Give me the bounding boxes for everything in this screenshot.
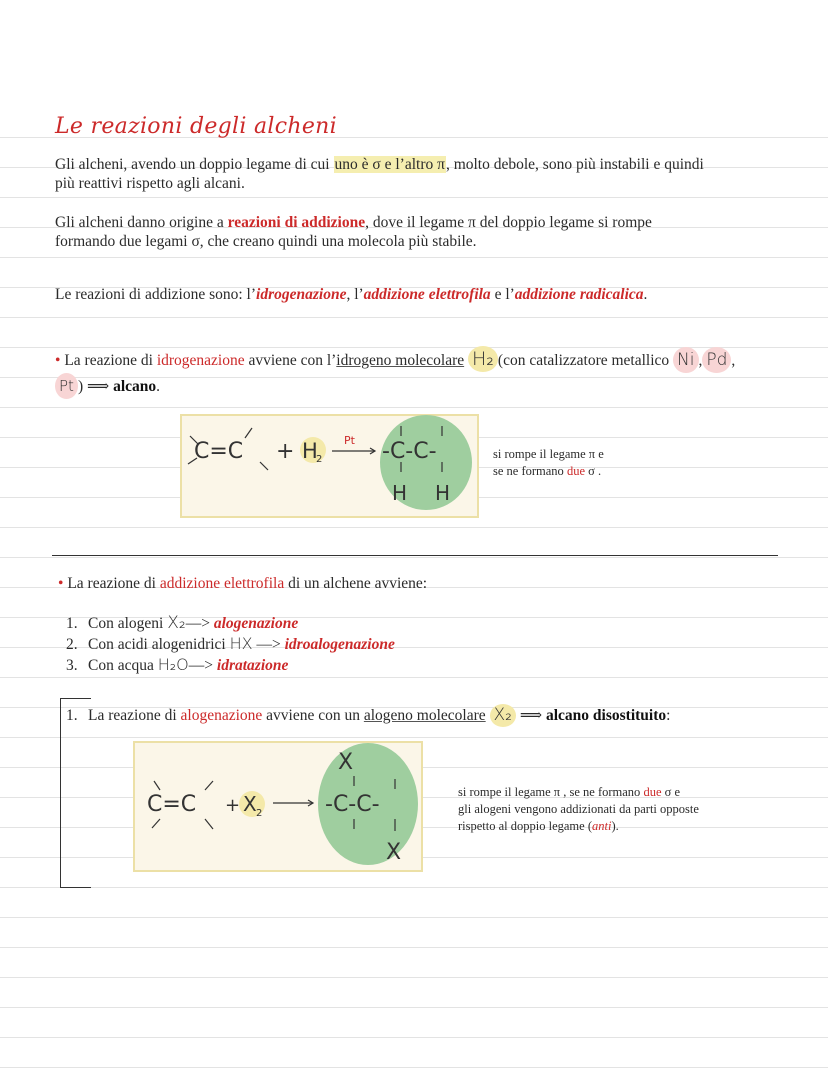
svg-text:-C-C-: -C-C- <box>382 439 437 464</box>
halogenation-paragraph <box>66 704 786 727</box>
text: . <box>643 286 648 303</box>
text: , molto debole, sono più instabili e quindi <box>445 156 704 173</box>
text: Gli alcheni danno origine a <box>55 214 228 231</box>
platinum-catalyst: Pt <box>55 373 78 399</box>
svg-text:2: 2 <box>256 808 263 819</box>
text: La reazione di <box>88 707 181 724</box>
text: e l’ <box>490 286 515 303</box>
svg-text:+: + <box>225 795 241 816</box>
text: La reazione di <box>64 352 157 369</box>
text: di un alchene avviene: <box>284 575 428 592</box>
text: Con acidi alogenidrici <box>88 636 230 653</box>
halogen-formula: X₂ <box>167 613 186 633</box>
x2-formula: X₂ <box>490 704 516 727</box>
text: avviene con l’ <box>244 352 337 369</box>
svg-text:H: H <box>302 439 318 463</box>
list-number: 1. <box>66 615 78 632</box>
product-alkane: alcano <box>113 378 157 395</box>
svg-text:H: H <box>392 481 408 505</box>
section-divider <box>52 555 778 556</box>
hydrogenation-paragraph <box>55 346 795 399</box>
intro-paragraph-1 <box>55 155 785 193</box>
hydrogenation-reaction-diagram <box>180 414 480 516</box>
text: rispetto al doppio legame ( <box>458 819 592 833</box>
term-radical-addition: addizione radicalica <box>514 286 644 303</box>
text: (con catalizzatore metallico <box>497 352 674 369</box>
list-item <box>66 634 666 655</box>
list-item <box>66 613 666 634</box>
text: si rompe il legame π , se ne formano <box>458 785 644 799</box>
text: . <box>156 378 161 395</box>
arrow-icon: —> <box>188 657 214 674</box>
text: Gli alcheni, avendo un doppio legame di cui <box>55 156 334 173</box>
halogenation-reaction-diagram <box>133 741 423 871</box>
text: due <box>566 464 585 478</box>
text: ) <box>77 378 84 395</box>
list-number: 3. <box>66 657 78 674</box>
svg-text:X: X <box>386 840 402 865</box>
term-electrophilic-addition: addizione elettrofila <box>159 575 285 592</box>
svg-text:2: 2 <box>316 454 323 465</box>
svg-text:X: X <box>243 792 257 816</box>
highlight-sigma-pi: uno è σ e l’altro π <box>334 156 445 173</box>
term-hydration: idratazione <box>216 657 289 674</box>
term-anti: anti <box>592 819 612 833</box>
svg-text:H: H <box>435 481 451 505</box>
text: due <box>643 785 662 799</box>
arrow-icon: —> <box>256 636 281 653</box>
text: più reattivi rispetto agli alcani. <box>55 175 245 192</box>
term-hydrogenation: idrogenazione <box>256 286 347 303</box>
text: , <box>731 352 736 369</box>
note-line: gli alogeni vengono addizionati da parti opposte <box>458 802 699 816</box>
text: ). <box>611 819 619 833</box>
nickel-catalyst: Ni <box>673 347 698 373</box>
text: Le reazioni di addizione sono: l’ <box>55 286 257 303</box>
list-number: 2. <box>66 636 78 653</box>
implies-arrow-icon: ⟹ <box>519 707 543 724</box>
text: La reazione di <box>67 575 160 592</box>
text: , <box>698 352 703 369</box>
text: Con acqua <box>88 657 158 674</box>
term-electrophilic-addition: addizione elettrofila <box>363 286 491 303</box>
platinum-catalyst-label: Pt <box>344 434 355 447</box>
text: , dove il legame π del doppio legame si rompe <box>365 214 652 231</box>
text: Con alogeni <box>88 615 168 632</box>
list-item <box>66 655 666 676</box>
term-halogenation: alogenazione <box>180 707 263 724</box>
electrophilic-addition-intro <box>58 574 758 593</box>
intro-paragraph-3 <box>55 285 795 304</box>
h2-formula: H₂ <box>468 346 498 372</box>
hydrohalic-acid-formula: HX <box>229 634 253 653</box>
water-formula: H₂O <box>157 655 189 674</box>
arrow-icon: —> <box>185 615 210 632</box>
palladium-catalyst: Pd <box>702 347 731 373</box>
hydrogenation-note <box>493 446 693 480</box>
svg-text:+: + <box>276 439 295 464</box>
term-halogenation: alogenazione <box>213 615 299 632</box>
svg-text:-C-C-: -C-C- <box>325 792 380 817</box>
term-hydrohalogenation: idroalogenazione <box>284 636 395 653</box>
text: avviene con un <box>262 707 364 724</box>
list-number: 1. <box>66 707 78 724</box>
text: σ . <box>585 464 602 478</box>
alkene-formula: C=C <box>194 439 244 464</box>
svg-text:X: X <box>338 750 354 775</box>
addition-reactions-term: reazioni di addizione <box>227 214 366 231</box>
text: formando due legami σ, che creano quindi una molecola più stabile. <box>55 233 477 250</box>
svg-text:C=C: C=C <box>147 792 197 817</box>
text: se ne formano <box>493 464 567 478</box>
implies-arrow-icon: ⟹ <box>86 378 110 395</box>
text: , l’ <box>346 286 364 303</box>
halogenation-note <box>458 784 778 835</box>
note-line: si rompe il legame π e <box>493 447 604 461</box>
text: : <box>666 707 671 724</box>
product-disubstituted-alkane: alcano disostituito <box>545 707 667 724</box>
bullet: • <box>58 575 64 592</box>
intro-paragraph-2 <box>55 213 785 251</box>
page-title: Le reazioni degli alcheni <box>55 114 337 139</box>
term-hydrogenation: idrogenazione <box>156 352 245 369</box>
molecular-halogen-term: alogeno molecolare <box>363 707 486 724</box>
text: σ e <box>661 785 681 799</box>
bullet: • <box>55 352 61 369</box>
electrophilic-addition-list <box>66 613 666 676</box>
molecular-hydrogen-term: idrogeno molecolare <box>336 352 465 369</box>
